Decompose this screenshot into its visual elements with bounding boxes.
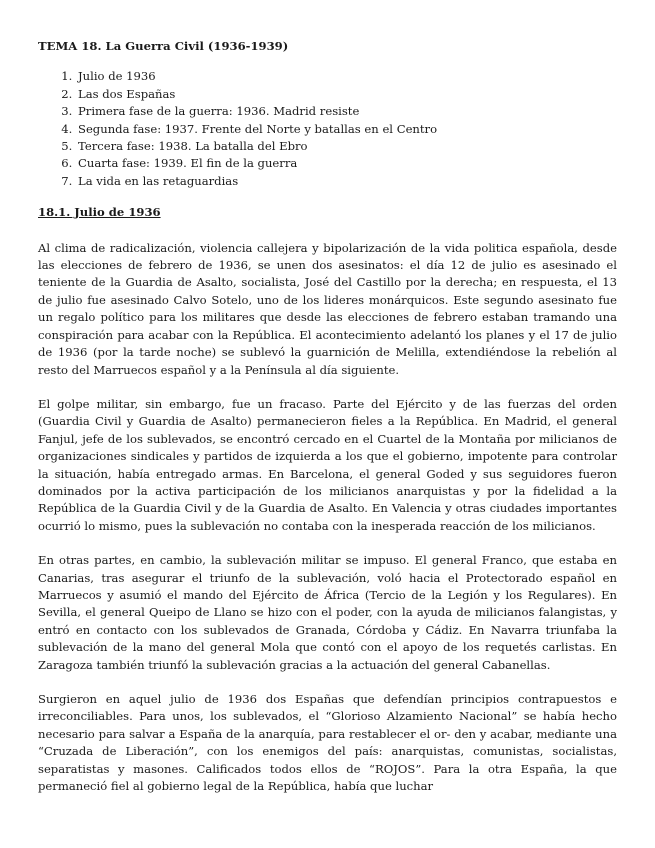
paragraph: Surgieron en aquel julio de 1936 dos Españas que defendían principios contrapuestos e irreconciliables. Para unos, los sublevados, el “Glorioso Alzamiento Nacional” se había hecho necesario para salvar a España de la anarquía, para restablecer el or- den y acabar, mediante una “Cruzada de Liberación”, con los enemigos del país: anarquistas, comunistas, socialistas, separatistas y masones. Calificados todos ellos de “ROJOS”. Para la otra España, la que permaneció fiel al gobierno legal de la República, había que luchar <box>38 692 617 794</box>
paragraph: El golpe militar, sin embargo, fue un fracaso. Parte del Ejército y de las fuerzas del orden (Guardia Civil y Guardia de Asalto) permanecieron fieles a la República. En Madrid, el general Fanjul, jefe de los sublevados, se encontró cercado en el Cuartel de la Montaña por milicianos de organizaciones sindicales y partidos de izquierda a los que el gobierno, impotente para controlar la situación, había entregado armas. En Barcelona, el general Goded y sus seguidores fueron dominados por la activa participación de los milicianos anarquistas y por la fidelidad a la República de la Guardia Civil y de la Guardia de Asalto. En Valencia y otras ciudades importantes ocurrió lo mismo, pues la sublevación no contaba con la inesperada reacción de los milicianos. <box>38 396 617 533</box>
toc-item: 1. Julio de 1936 <box>76 68 617 85</box>
toc-item: 6. Cuarta fase: 1939. El fin de la guerra <box>76 155 617 172</box>
toc-item: 3. Primera fase de la guerra: 1936. Madrid resiste <box>76 103 617 120</box>
section-title: 18.1. Julio de 1936 <box>38 205 161 220</box>
toc-item: 7. La vida en las retaguardias <box>76 173 617 190</box>
document-title: TEMA 18. La Guerra Civil (1936-1939) <box>38 39 289 53</box>
toc-item: 5. Tercera fase: 1938. La batalla del Ebro <box>76 138 617 155</box>
toc-item: 4. Segunda fase: 1937. Frente del Norte y batallas en el Centro <box>76 121 617 138</box>
table-of-contents <box>38 68 617 190</box>
toc-item: 2. Las dos Españas <box>76 86 617 103</box>
paragraph: Al clima de radicalización, violencia callejera y bipolarización de la vida politica española, desde las elecciones de febrero de 1936, se unen dos asesinatos: el día 12 de julio es asesinado el teniente de la Guardia de Asalto, socialista, José del Castillo por la derecha; en respuesta, el 13 de julio fue asesinado Calvo Sotelo, uno de los lideres monárquicos. Este segundo asesinato fue un regalo político para los militares que desde las elecciones de febrero estaban tramando una conspiración para acabar con la República. El acontecimiento adelantó los planes y el 17 de julio de 1936 (por la tarde noche) se sublevó la guarnición de Melilla, extendiéndose la rebelión al resto del Marruecos español y a la Península al día siguiente. <box>38 240 617 377</box>
paragraph: En otras partes, en cambio, la sublevación militar se impuso. El general Franco, que estaba en Canarias, tras asegurar el triunfo de la sublevación, voló hacia el Protectorado español en Marruecos y asumió el mando del Ejército de África (Tercio de la Legión y los Regulares). En Sevilla, el general Queipo de Llano se hizo con el poder, con la ayuda de milicianos falangistas, y entró en contacto con los sublevados de Granada, Córdoba y Cádiz. En Navarra triunfaba la sublevación de la mano del general Mola que contó con el apoyo de los requetés carlistas. En Zaragoza también triunfó la sublevación gracias a la actuación del general Cabanellas. <box>38 553 617 672</box>
